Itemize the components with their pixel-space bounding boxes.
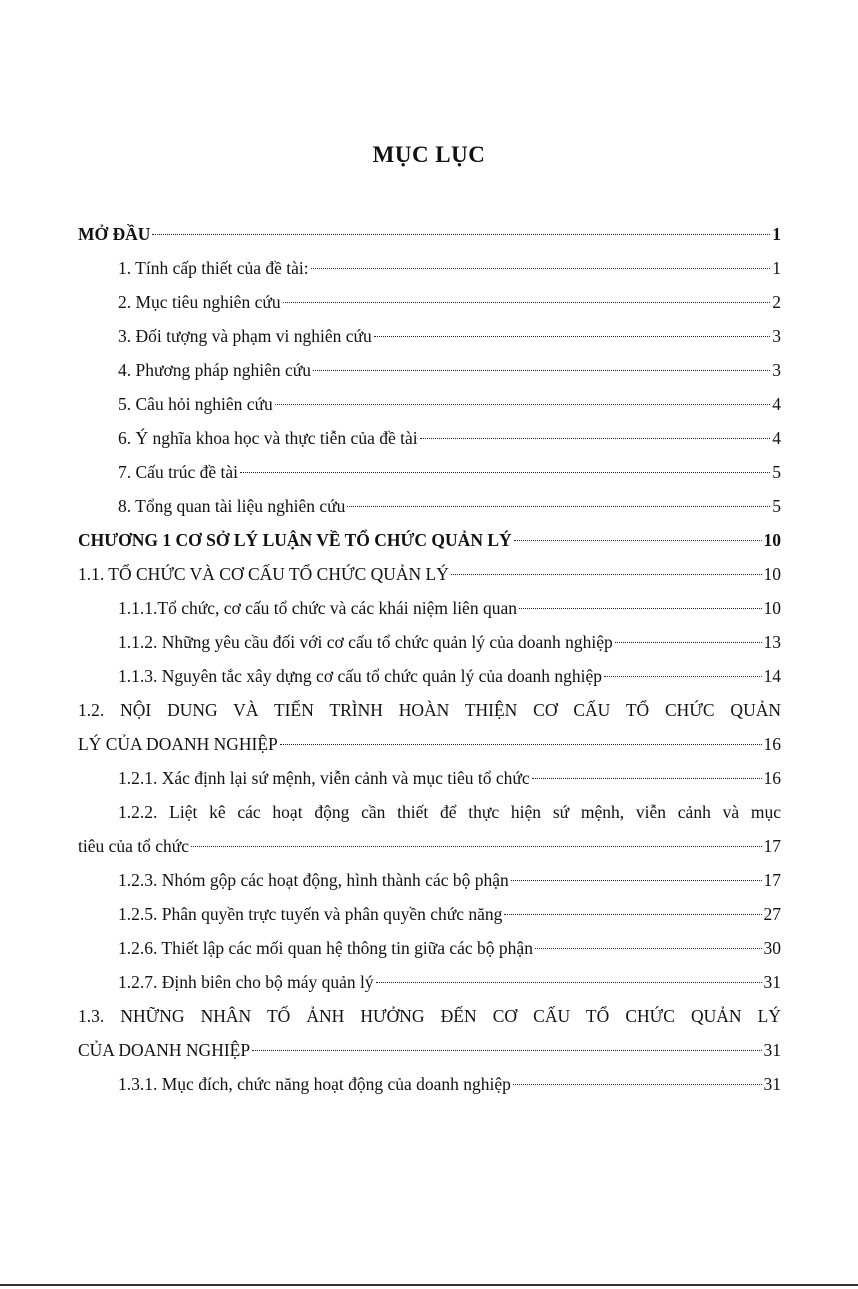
toc-entry-page: 10 <box>763 530 781 550</box>
toc-entry-page: 5 <box>772 496 781 516</box>
dot-leader <box>376 982 762 983</box>
toc-entry-page: 27 <box>763 904 781 924</box>
toc-entry[interactable] <box>78 221 781 247</box>
toc-entry[interactable] <box>118 425 781 451</box>
toc-entry-page: 31 <box>763 1040 781 1060</box>
toc-entry[interactable] <box>118 595 781 621</box>
toc-entry[interactable] <box>118 765 781 791</box>
toc-entry-label: 1.2.1. Xác định lại sứ mệnh, viễn cảnh và mục tiêu tổ chức <box>118 768 530 788</box>
dot-leader <box>311 268 771 269</box>
toc-entry[interactable] <box>118 901 781 927</box>
toc-entry-label: MỞ ĐẦU <box>78 224 151 244</box>
dot-leader <box>519 608 762 609</box>
dot-leader <box>283 302 771 303</box>
toc-entry-label: LÝ CỦA DOANH NGHIỆP <box>78 734 278 754</box>
toc-entry-page: 30 <box>763 938 781 958</box>
toc-entry-label: 6. Ý nghĩa khoa học và thực tiễn của đề tài <box>118 428 418 448</box>
dot-leader <box>313 370 770 371</box>
toc-entry[interactable] <box>118 255 781 281</box>
dot-leader <box>280 744 762 745</box>
toc-entry-label: 1. Tính cấp thiết của đề tài: <box>118 258 309 278</box>
toc-entry-label: 1.1. TỔ CHỨC VÀ CƠ CẤU TỔ CHỨC QUẢN LÝ <box>78 564 449 584</box>
toc-section-entry[interactable] <box>78 1037 781 1063</box>
toc-entry[interactable] <box>118 629 781 655</box>
toc-section-entry[interactable] <box>78 731 781 757</box>
toc-entry-page: 10 <box>763 598 781 618</box>
toc-entry[interactable] <box>118 1071 781 1097</box>
dot-leader <box>514 540 762 541</box>
toc-entry[interactable] <box>78 833 781 859</box>
toc-entry[interactable] <box>118 493 781 519</box>
dot-leader <box>191 846 761 847</box>
dot-leader <box>252 1050 761 1051</box>
page-title: MỤC LỤC <box>372 142 486 167</box>
toc-entry-label: CHƯƠNG 1 CƠ SỞ LÝ LUẬN VỀ TỔ CHỨC QUẢN LÝ <box>78 530 512 550</box>
dot-leader <box>513 1084 762 1085</box>
dot-leader <box>420 438 771 439</box>
toc-entry-page: 5 <box>772 462 781 482</box>
toc-entry-label: 1.2.6. Thiết lập các mối quan hệ thông tin giữa các bộ phận <box>118 938 533 958</box>
toc-entry-label: 1.3.1. Mục đích, chức năng hoạt động của doanh nghiệp <box>118 1074 511 1094</box>
toc-entry-label: CỦA DOANH NGHIỆP <box>78 1040 251 1060</box>
toc-entry-page: 10 <box>763 564 781 584</box>
dot-leader <box>504 914 761 915</box>
dot-leader <box>604 676 761 677</box>
toc-entry-page: 3 <box>772 326 781 346</box>
toc-entry[interactable] <box>118 935 781 961</box>
toc-entry-label: 4. Phương pháp nghiên cứu <box>118 360 311 380</box>
toc-entry-label: 7. Cấu trúc đề tài <box>118 462 239 482</box>
toc-entry-page: 16 <box>763 734 781 754</box>
dot-leader <box>347 506 770 507</box>
toc-entry-page: 14 <box>763 666 781 686</box>
toc-entry-page: 13 <box>763 632 781 652</box>
dot-leader <box>152 234 770 235</box>
dot-leader <box>451 574 762 575</box>
toc-entry-page: 16 <box>763 768 781 788</box>
toc-entry-page: 1 <box>772 224 781 244</box>
dot-leader <box>511 880 762 881</box>
toc-entry-label: 3. Đối tượng và phạm vi nghiên cứu <box>118 326 372 346</box>
toc-entry-page: 31 <box>763 1074 781 1094</box>
dot-leader <box>535 948 762 949</box>
toc-entry-page: 4 <box>772 428 781 448</box>
toc-entry-page: 17 <box>763 870 781 890</box>
toc-entry-label: 1.2.5. Phân quyền trực tuyến và phân quyền chức năng <box>118 904 503 924</box>
toc-entry-page: 3 <box>772 360 781 380</box>
dot-leader <box>240 472 770 473</box>
toc-entry-label: 1.2.3. Nhóm gộp các hoạt động, hình thành các bộ phận <box>118 870 509 890</box>
dot-leader <box>275 404 770 405</box>
toc-chapter-entry[interactable] <box>78 527 781 553</box>
toc-entry-page: 31 <box>763 972 781 992</box>
toc-entry-line1[interactable]: 1.2.2. Liệt kê các hoạt động cần thiết để thực hiện sứ mệnh, viễn cảnh và mục <box>118 802 781 822</box>
toc-section-entry[interactable] <box>78 561 781 587</box>
toc-entry-label: 1.1.2. Những yêu cầu đối với cơ cấu tổ chức quản lý của doanh nghiệp <box>118 632 613 652</box>
toc-entry[interactable] <box>118 357 781 383</box>
toc-entry-page: 1 <box>772 258 781 278</box>
toc-entry[interactable] <box>118 323 781 349</box>
toc-entry-label: 2. Mục tiêu nghiên cứu <box>118 292 281 312</box>
toc-entry-page: 17 <box>763 836 781 856</box>
toc-entry[interactable] <box>118 289 781 315</box>
dot-leader <box>615 642 762 643</box>
toc-entry[interactable] <box>118 459 781 485</box>
dot-leader <box>374 336 771 337</box>
toc-entry-label: 1.2.7. Định biên cho bộ máy quản lý <box>118 972 374 992</box>
toc-entry[interactable] <box>118 867 781 893</box>
toc-entry-label: 1.1.1.Tổ chức, cơ cấu tổ chức và các khái niệm liên quan <box>118 598 517 618</box>
toc-entry[interactable] <box>118 663 781 689</box>
toc-entry-page: 4 <box>772 394 781 414</box>
toc-entry-label: tiêu của tổ chức <box>78 836 190 856</box>
toc-entry-label: 8. Tổng quan tài liệu nghiên cứu <box>118 496 346 516</box>
toc-entry-page: 2 <box>772 292 781 312</box>
dot-leader <box>532 778 762 779</box>
toc-section-entry-line1[interactable]: 1.2. NỘI DUNG VÀ TIẾN TRÌNH HOÀN THIỆN CƠ CẤU TỔ CHỨC QUẢN <box>78 700 781 720</box>
page-bottom-edge <box>0 1284 858 1286</box>
toc-entry-label: 1.1.3. Nguyên tắc xây dựng cơ cấu tổ chức quản lý của doanh nghiệp <box>118 666 603 686</box>
toc-entry[interactable] <box>118 391 781 417</box>
toc-section-entry-line1[interactable]: 1.3. NHỮNG NHÂN TỐ ẢNH HƯỞNG ĐẾN CƠ CẤU TỔ CHỨC QUẢN LÝ <box>78 1006 781 1026</box>
toc-entry-label: 5. Câu hỏi nghiên cứu <box>118 394 273 414</box>
toc-entry[interactable] <box>118 969 781 995</box>
